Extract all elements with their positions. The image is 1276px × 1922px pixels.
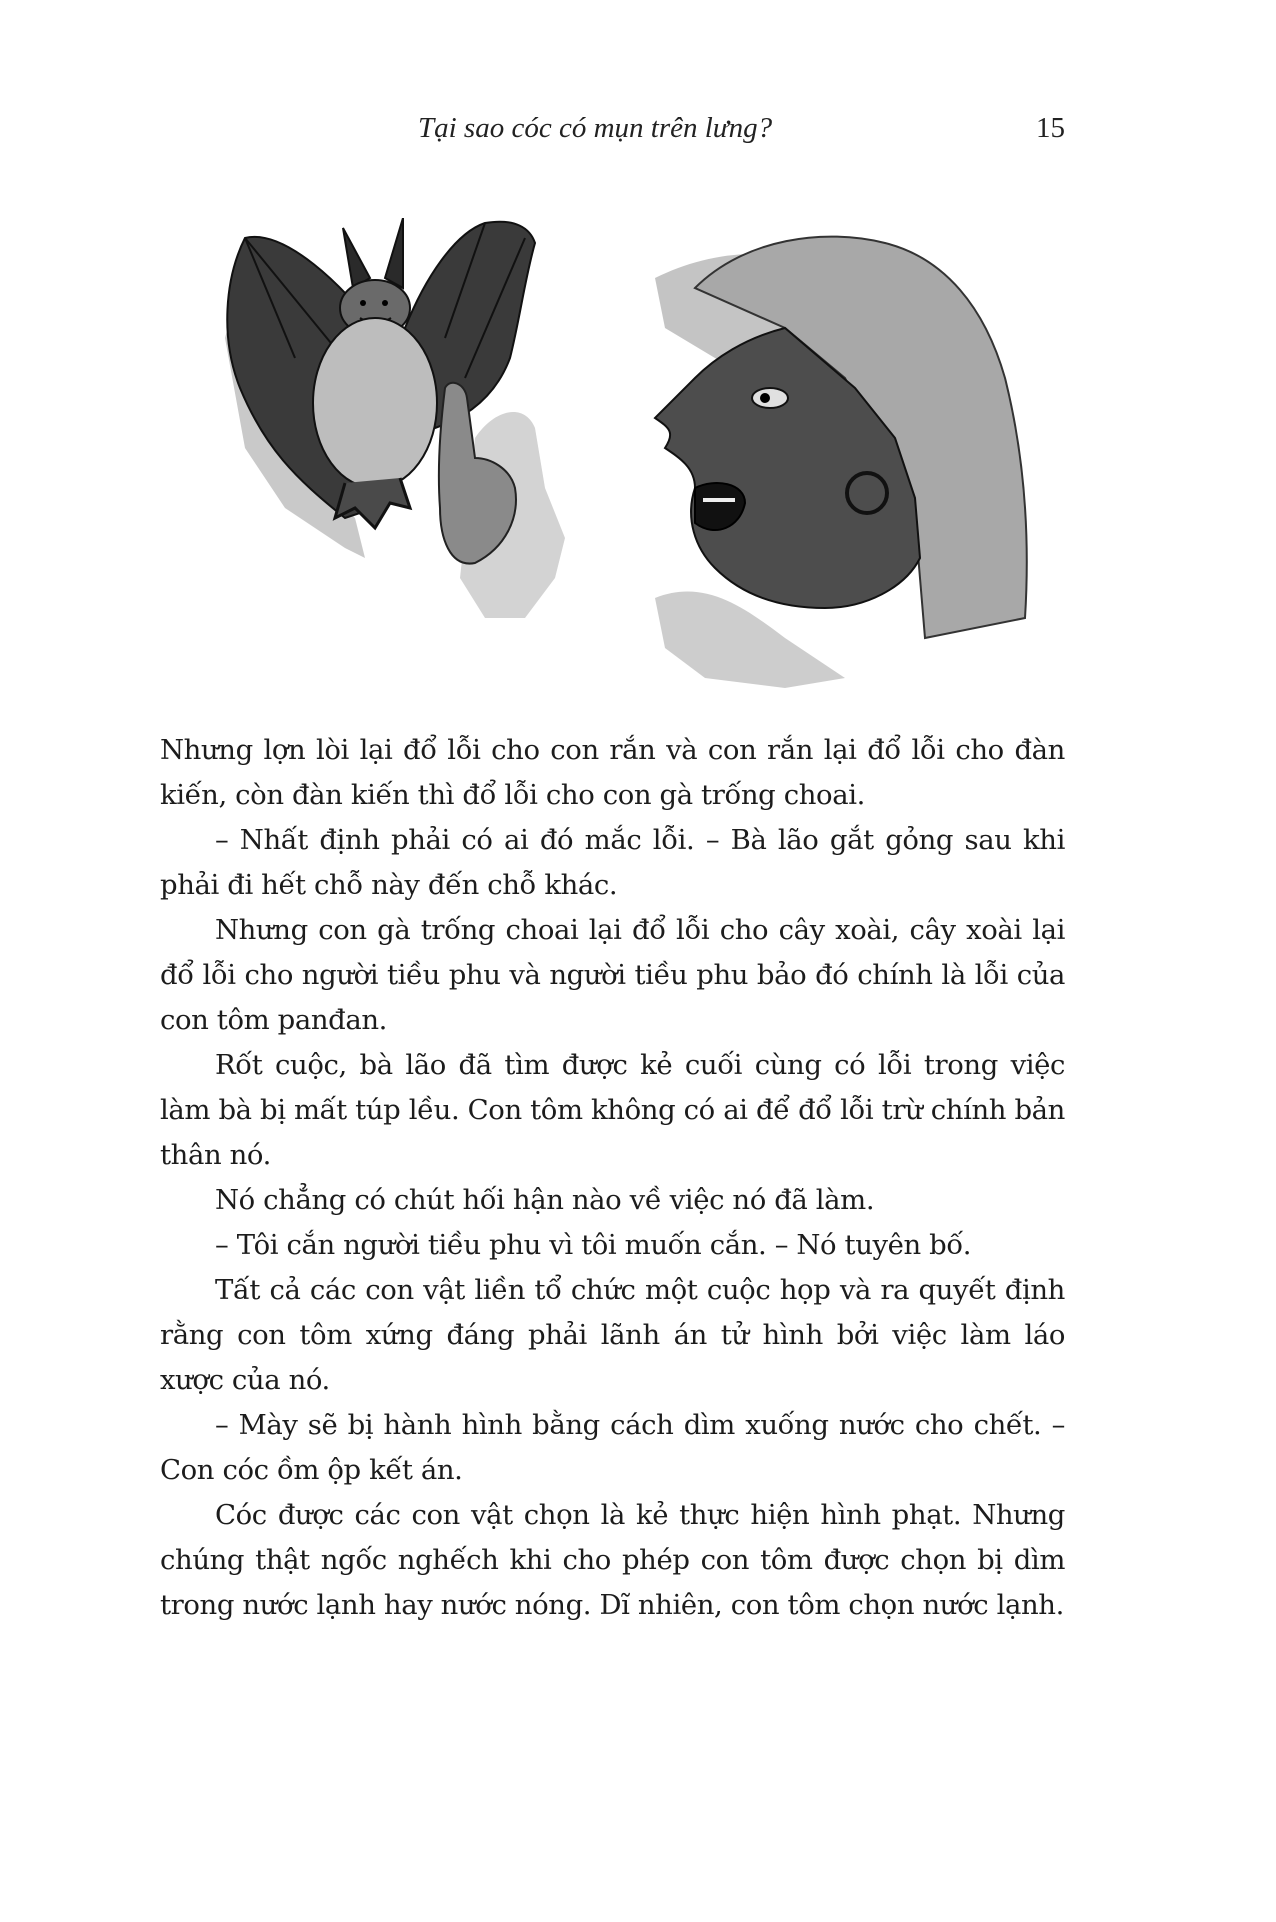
bat-right-ear (385, 218, 403, 288)
paragraph: Nó chẳng có chút hối hận nào về việc nó đã làm. (215, 1184, 875, 1216)
bat-body (313, 318, 437, 488)
story-text (160, 728, 1065, 1628)
chapter-title: Tại sao cóc có mụn trên lưng? (418, 112, 773, 144)
paragraph: – Nhất định phải có ai đó mắc lỗi. – Bà lão gắt gỏng sau khi phải đi hết chỗ này đến chỗ khác. (160, 824, 1065, 901)
paragraph: – Tôi cắn người tiều phu vì tôi muốn cắn. – Nó tuyên bố. (215, 1229, 972, 1261)
paragraph: Nhưng con gà trống choai lại đổ lỗi cho cây xoài, cây xoài lại đổ lỗi cho người tiều phu và người tiều phu bảo đó chính là lỗi của con tôm panđan. (160, 914, 1065, 1036)
bat-left-ear (343, 228, 370, 288)
paragraph: Tất cả các con vật liền tổ chức một cuộc họp và ra quyết định rằng con tôm xứng đáng phải lãnh án tử hình bởi việc làm láo xược của nó. (160, 1274, 1065, 1396)
running-header (160, 112, 1065, 152)
bat-and-old-woman-illustration (225, 218, 1075, 698)
pointing-hand (439, 383, 516, 564)
paragraph: – Mày sẽ bị hành hình bằng cách dìm xuống nước cho chết. – Con cóc ồm ộp kết án. (160, 1409, 1065, 1486)
paragraph: Rốt cuộc, bà lão đã tìm được kẻ cuối cùng có lỗi trong việc làm bà bị mất túp lều. Con tôm không có ai để đổ lỗi trừ chính bản thân nó. (160, 1049, 1065, 1171)
paragraph: Nhưng lợn lòi lại đổ lỗi cho con rắn và con rắn lại đổ lỗi cho đàn kiến, còn đàn kiến thì đổ lỗi cho con gà trống choai. (160, 734, 1065, 811)
paragraph: Cóc được các con vật chọn là kẻ thực hiện hình phạt. Nhưng chúng thật ngốc nghếch khi cho phép con tôm được chọn bị dìm trong nước lạnh hay nước nóng. Dĩ nhiên, con tôm chọn nước lạnh. (160, 1499, 1065, 1621)
page-number: 15 (1036, 112, 1065, 144)
